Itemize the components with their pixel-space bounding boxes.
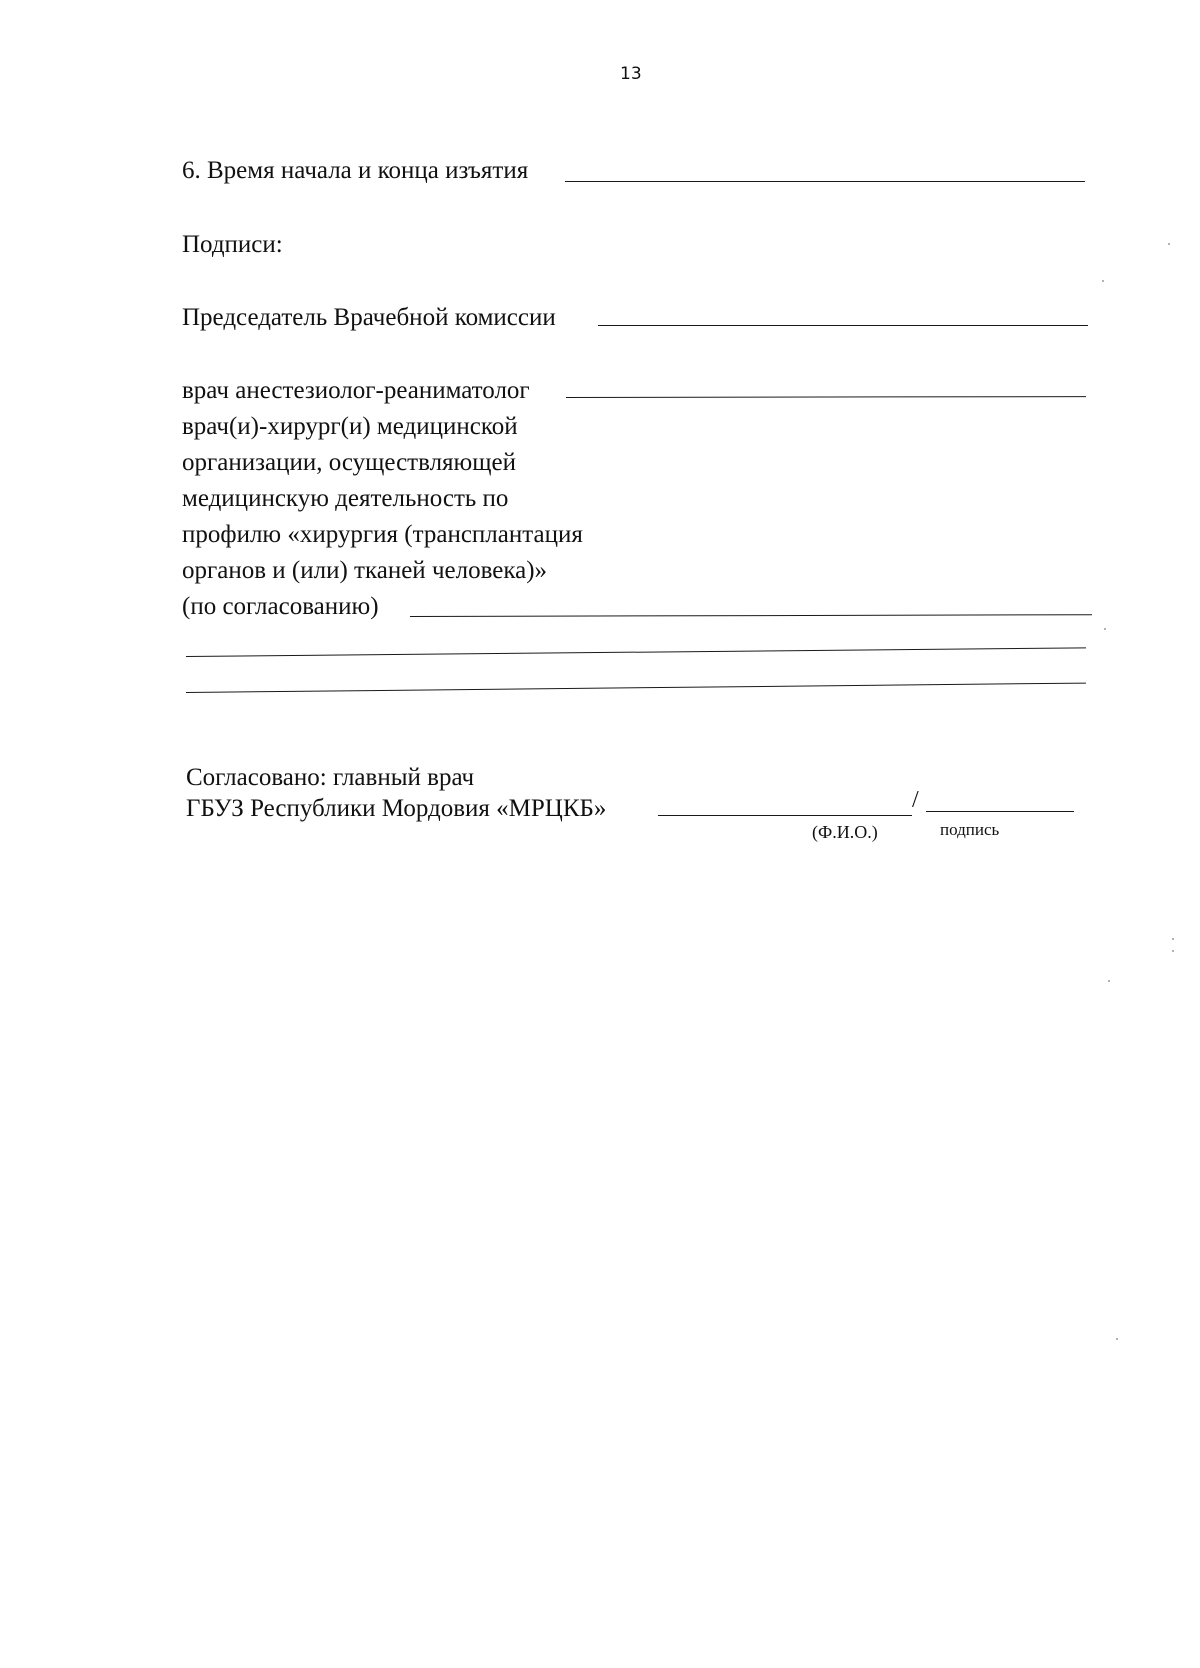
scan-speck [1168,243,1170,245]
chairman-signature-line [598,325,1088,326]
approval-signature-line [926,811,1074,812]
approval-organization: ГБУЗ Республики Мордовия «МРЦКБ» [186,795,607,822]
scan-speck [1172,950,1174,952]
scan-speck [1102,280,1104,282]
surgeon-signature-line-2 [186,647,1086,657]
approval-slash: / [912,787,919,813]
fio-caption: (Ф.И.О.) [812,822,878,842]
page-number: 13 [620,64,642,84]
chairman-label: Председатель Врачебной комиссии [182,304,556,331]
anesthesiologist-signature-line [566,396,1086,398]
surgeon-line-4: профилю «хирургия (трансплантация [182,521,583,548]
approval-fio-line [658,815,912,816]
item6-label: 6. Время начала и конца изъятия [182,157,529,184]
surgeon-line-6: (по согласованию) [182,593,379,620]
scan-speck [1172,938,1174,940]
surgeon-line-1: врач(и)-хирург(и) медицинской [182,413,518,440]
item6-blank-line [565,181,1085,182]
signature-caption: подпись [940,820,1000,839]
surgeon-signature-line-3 [186,683,1086,693]
scan-speck [1116,1338,1118,1340]
surgeon-signature-line-1 [410,614,1092,617]
surgeon-line-3: медицинскую деятельность по [182,485,509,512]
approval-title: Согласовано: главный врач [186,764,475,791]
anesthesiologist-label: врач анестезиолог-реаниматолог [182,377,530,404]
scan-speck [1108,980,1110,982]
surgeon-line-5: органов и (или) тканей человека)» [182,557,548,584]
scan-speck [1104,628,1106,630]
signatures-heading: Подписи: [182,231,283,258]
surgeon-line-2: организации, осуществляющей [182,449,516,476]
